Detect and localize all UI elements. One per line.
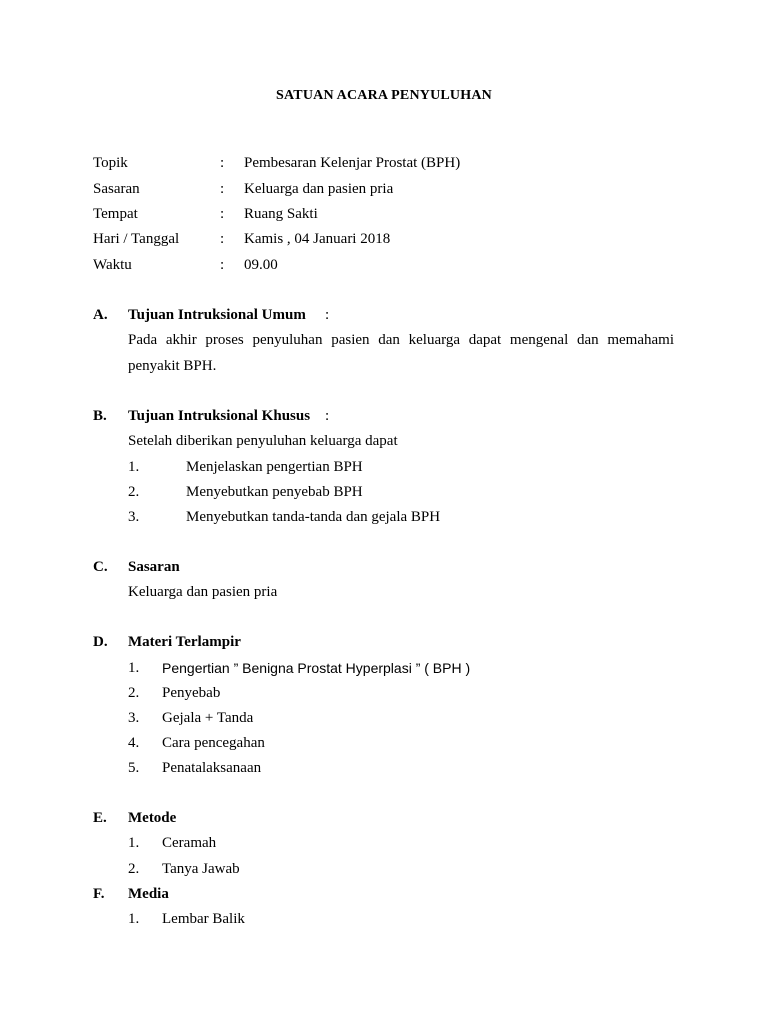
section-intro: Setelah diberikan penyuluhan keluarga dapat [128,433,398,449]
list-text: Penatalaksanaan [162,760,262,776]
list-text: Pengertian ” Benigna Prostat Hyperplasi ” ( BPH ) [162,660,471,676]
section-paragraph-line: penyakit BPH. [128,358,217,374]
section-letter: C. [93,559,108,575]
section-heading: Tujuan Intruksional Khusus [128,408,311,424]
info-label: Hari / Tanggal [93,231,180,247]
info-label: Topik [93,155,128,171]
list-number: 2. [128,685,140,701]
section-colon: : [325,408,330,424]
list-number: 2. [128,484,140,500]
section-text: Keluarga dan pasien pria [128,584,278,600]
list-number: 3. [128,710,140,726]
section-heading: Materi Terlampir [128,634,241,650]
section-paragraph-line: Pada akhir proses penyuluhan pasien dan keluarga dapat mengenal dan memahami [128,332,674,348]
list-text: Menyebutkan penyebab BPH [186,484,363,500]
info-label: Sasaran [93,181,140,197]
info-label: Tempat [93,206,138,222]
info-value: Keluarga dan pasien pria [244,181,394,197]
list-text: Cara pencegahan [162,735,265,751]
info-colon: : [220,155,225,171]
section-letter: A. [93,307,108,323]
list-text: Tanya Jawab [162,861,240,877]
section-letter: D. [93,634,108,650]
section-colon: : [325,307,330,323]
list-number: 1. [128,660,140,676]
list-text: Penyebab [162,685,221,701]
info-value: 09.00 [244,257,278,273]
info-colon: : [220,181,225,197]
section-letter: B. [93,408,107,424]
section-heading: Tujuan Intruksional Umum [128,307,306,323]
info-colon: : [220,231,225,247]
list-number: 1. [128,459,140,475]
list-text: Ceramah [162,835,217,851]
info-colon: : [220,206,225,222]
list-number: 4. [128,735,140,751]
section-heading: Metode [128,810,177,826]
list-number: 5. [128,760,140,776]
section-heading: Media [128,886,169,902]
list-number: 1. [128,835,140,851]
info-value: Ruang Sakti [244,206,318,222]
info-label: Waktu [93,257,132,273]
info-value: Pembesaran Kelenjar Prostat (BPH) [244,155,461,171]
section-letter: E. [93,810,107,826]
list-number: 1. [128,911,140,927]
list-text: Gejala + Tanda [162,710,254,726]
info-value: Kamis , 04 Januari 2018 [244,231,391,247]
page-title: SATUAN ACARA PENYULUHAN [276,88,492,103]
list-text: Lembar Balik [162,911,245,927]
list-text: Menjelaskan pengertian BPH [186,459,363,475]
section-heading: Sasaran [128,559,180,575]
section-letter: F. [93,886,105,902]
list-number: 2. [128,861,140,877]
list-text: Menyebutkan tanda-tanda dan gejala BPH [186,509,441,525]
list-number: 3. [128,509,140,525]
info-colon: : [220,257,225,273]
